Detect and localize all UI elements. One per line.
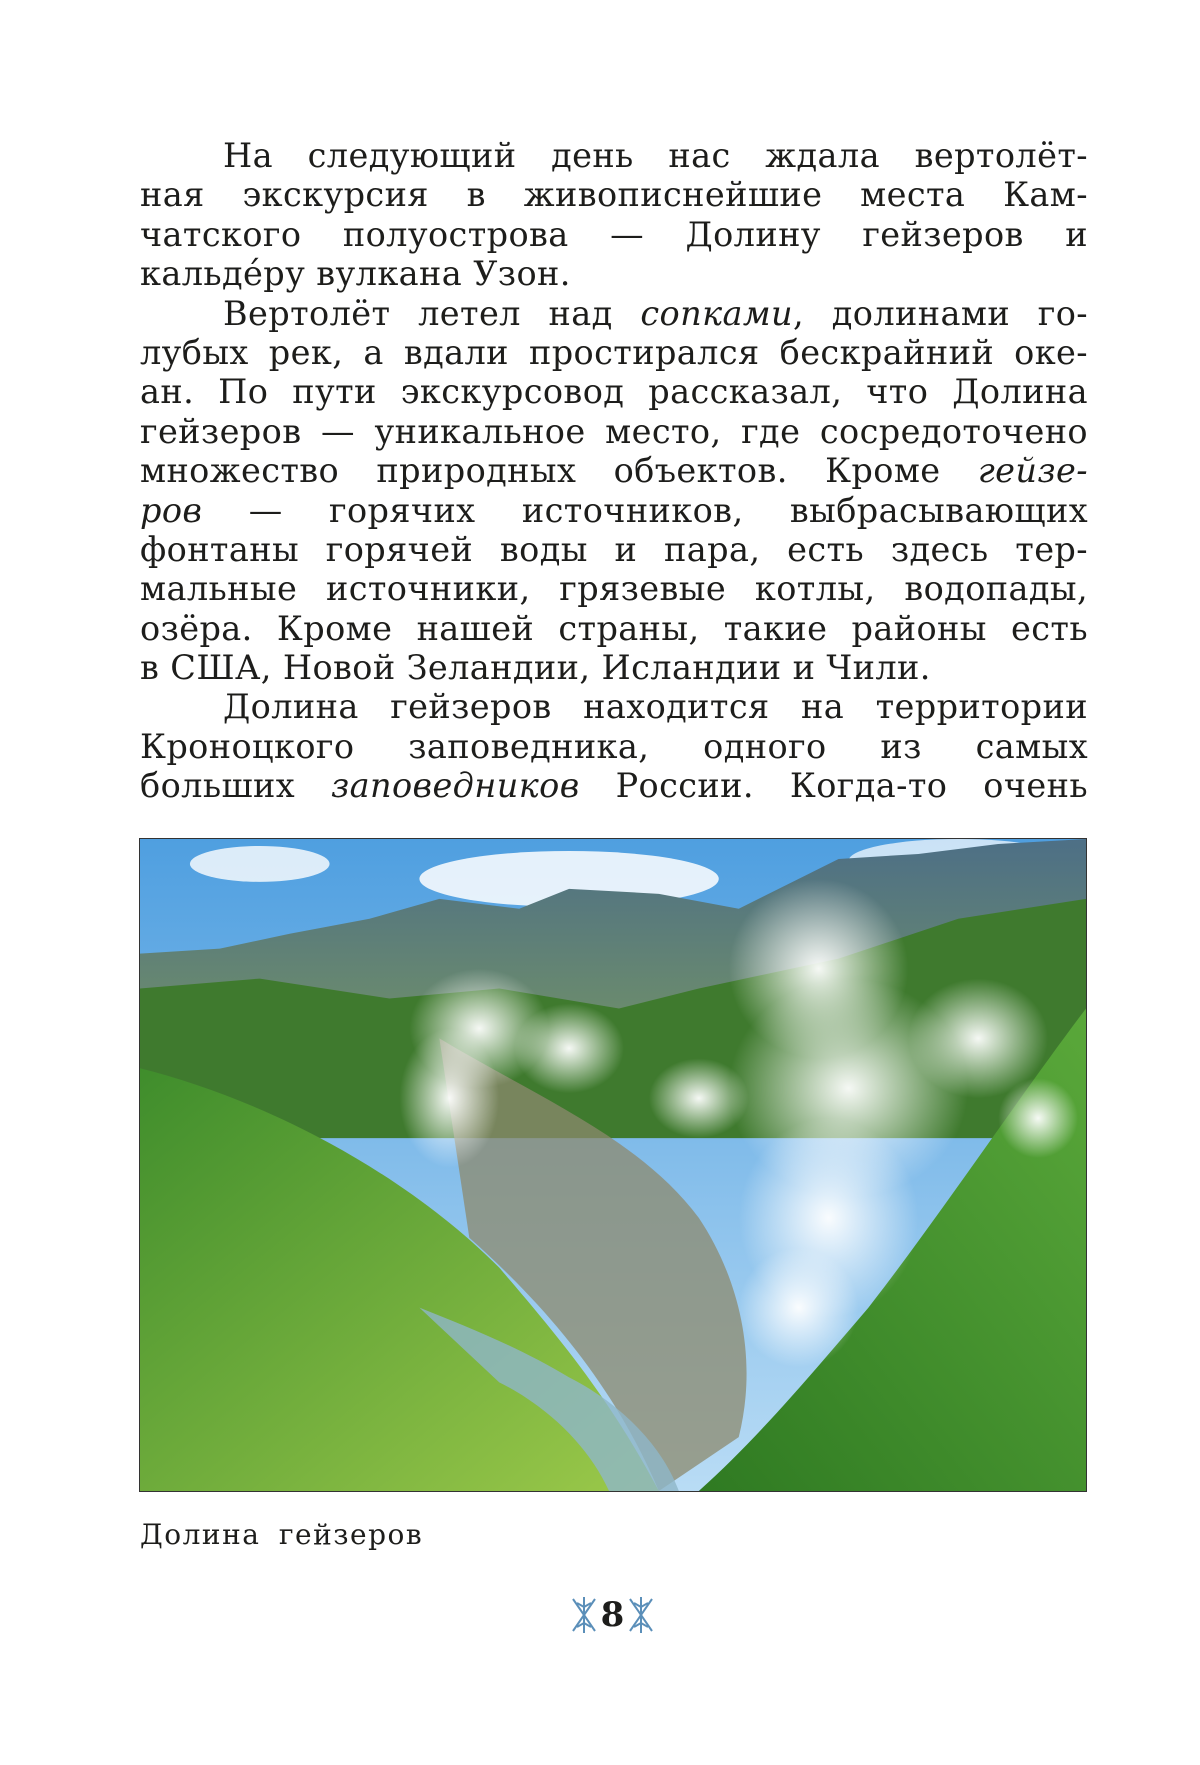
text-line: ная экскурсия в живописнейшие места Кам- xyxy=(140,175,1088,215)
text-line: Кроноцкого заповедника, одного из самых xyxy=(140,726,1088,766)
text-line: лубых рек, а вдали простирался бескрайний оке- xyxy=(140,332,1088,372)
text-line: Долина гейзеров находится на территории xyxy=(223,687,1088,727)
italic-term: ров xyxy=(140,490,203,530)
figure-caption: Долина гейзеров xyxy=(140,1518,424,1551)
text-line: в США, Новой Зеландии, Исландии и Чили. xyxy=(140,648,931,688)
geyser-valley-photo xyxy=(139,838,1087,1492)
text-line: ров — горячих источников, выбрасывающих xyxy=(140,490,1088,530)
italic-term: сопками xyxy=(640,293,794,333)
text-line: фонтаны горячей воды и пара, есть здесь тер- xyxy=(140,529,1088,569)
page-number-label: 8 xyxy=(600,1595,625,1635)
snowflake-ornament-icon xyxy=(628,1595,654,1635)
snowflake-ornament-icon xyxy=(571,1595,597,1635)
italic-term: гейзе- xyxy=(977,451,1088,491)
text-line: ан. По пути экскурсовод рассказал, что Долина xyxy=(140,372,1088,412)
text-line: Вертолёт летел над сопками, долинами го- xyxy=(223,293,1088,333)
body-text xyxy=(140,136,1088,806)
text-line: кальде́ру вулкана Узон. xyxy=(140,254,571,294)
text-line: чатского полуострова — Долину гейзеров и xyxy=(140,214,1088,254)
text-line: озёра. Кроме нашей страны, такие районы есть xyxy=(140,608,1088,648)
page-number xyxy=(565,1590,660,1640)
landscape-illustration xyxy=(140,839,1086,1491)
text-line: множество природных объектов. Кроме гейзе- xyxy=(140,451,1088,491)
text-line: больших заповедников России. Когда-то очень xyxy=(140,766,1088,806)
text-line: На следующий день нас ждала вертолёт- xyxy=(223,136,1088,175)
text-line: гейзеров — уникальное место, где сосредоточено xyxy=(140,411,1088,451)
italic-term: заповедников xyxy=(330,766,580,806)
text-line: мальные источники, грязевые котлы, водопады, xyxy=(140,569,1088,609)
